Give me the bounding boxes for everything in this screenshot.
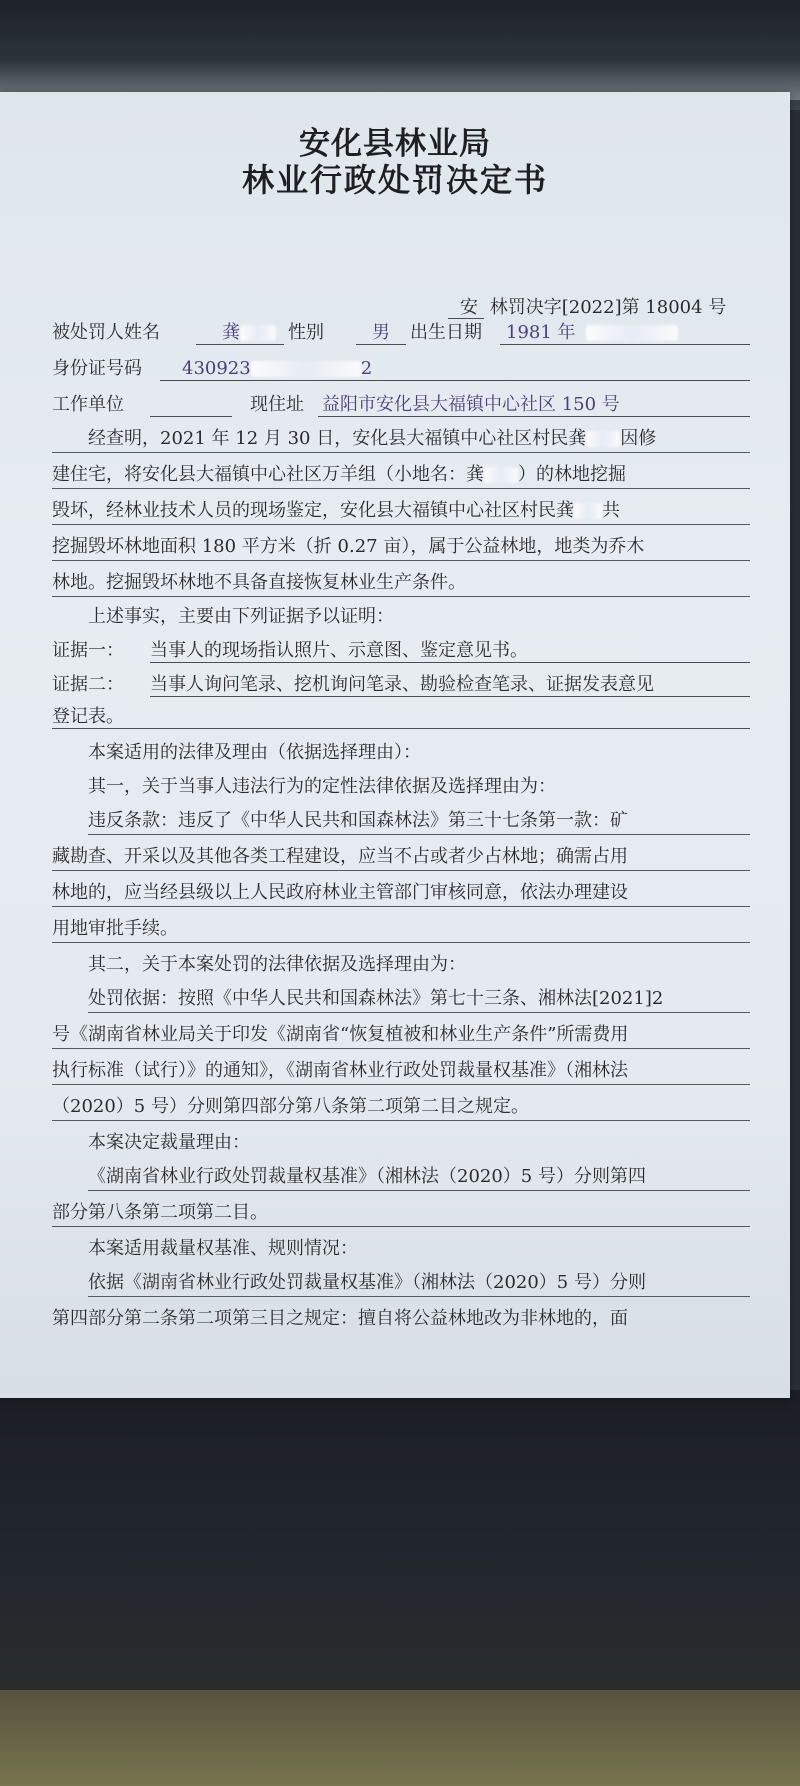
evidence-1-field: [150, 640, 750, 663]
rule-line: [88, 1190, 750, 1191]
rule-line: [52, 488, 750, 489]
rule-line: [52, 1048, 750, 1049]
evidence-2-text: 登记表。: [52, 706, 124, 727]
redaction-mark: [240, 325, 276, 341]
facts-text: 因修: [620, 428, 657, 449]
violation-line-4: 用地审批手续。: [52, 918, 178, 939]
issuer-title: 安化县林业局: [299, 126, 491, 162]
facts-line-1: [88, 428, 656, 450]
penalty-line-4: （2020）5 号）分则第四部分第八条第二项第二目之规定。: [52, 1096, 529, 1117]
rule-line: [52, 906, 750, 907]
facts-line-3: [52, 500, 620, 522]
discretion-line-1: 《湖南省林业行政处罚裁量权基准》（湘林法（2020）5 号）分则第四: [88, 1166, 646, 1187]
penalty-line-3: 执行标准（试行）》的通知》，《湖南省林业行政处罚裁量权基准》（湘林法: [52, 1060, 628, 1081]
facts-line-2: [52, 464, 626, 486]
rule-line: [52, 452, 750, 453]
birth-field: [500, 322, 750, 345]
rule-line: [52, 942, 750, 943]
facts-text: 共: [602, 500, 620, 521]
rule-line: [52, 524, 750, 525]
background-cushion: [0, 1690, 800, 1786]
redaction-mark: [251, 361, 361, 377]
evidence-1-label: 证据一：: [52, 640, 124, 661]
evidence-2-label: 证据二：: [52, 674, 124, 695]
document-number-row: [448, 293, 726, 319]
document-title: 林业行政处罚决定书: [241, 161, 548, 199]
facts-text: 毁坏，经林业技术人员的现场鉴定，安化县大福镇中心社区村民龚: [52, 500, 574, 521]
rule-line: [52, 596, 750, 597]
name-label: 被处罚人姓名: [52, 322, 160, 343]
facts-line-4: 挖掘毁坏林地面积 180 平方米（折 0.27 亩），属于公益林地，地类为乔木: [52, 536, 645, 557]
violation-line-2: 藏勘查、开采以及其他各类工程建设，应当不占或者少占林地；确需占用: [52, 846, 628, 867]
redaction-mark: [484, 467, 518, 483]
id-label: 身份证号码: [52, 358, 142, 379]
rule-line: [88, 1012, 750, 1013]
work-field: [150, 394, 232, 417]
birth-value: 1981 年: [506, 322, 576, 343]
address-label: 现住址: [250, 394, 304, 415]
redaction-mark: [574, 503, 602, 519]
gender-field: [356, 322, 406, 345]
discretion-intro: 本案决定裁量理由：: [88, 1132, 250, 1153]
standard-line-2: 第四部分第二条第二项第三目之规定：擅自将公益林地改为非林地的，面: [52, 1308, 628, 1329]
evidence-2-field: [150, 674, 750, 697]
id-value-tail: 2: [360, 358, 373, 379]
rule-line: [88, 1296, 750, 1297]
rule-line: [88, 834, 750, 835]
standard-intro: 本案适用裁量权基准、规则情况：: [88, 1238, 358, 1259]
discretion-line-2: 部分第八条第二项第二目。: [52, 1202, 268, 1223]
gender-value: 男: [372, 322, 390, 343]
standard-line-1: 依据《湖南省林业行政处罚裁量权基准》（湘林法（2020）5 号）分则: [88, 1272, 646, 1293]
redaction-mark: [586, 431, 620, 447]
facts-text: 建住宅，将安化县大福镇中心社区万羊组（小地名：龚: [52, 464, 484, 485]
law-part-1: 其一，关于当事人违法行为的定性法律依据及选择理由为：: [88, 776, 556, 797]
birth-label: 出生日期: [410, 322, 482, 343]
id-value: 430923: [182, 358, 251, 379]
violation-line-1: 违反条款：违反了《中华人民共和国森林法》第三十七条第一款：矿: [88, 810, 628, 831]
rule-line: [52, 560, 750, 561]
work-label: 工作单位: [52, 394, 124, 415]
penalty-line-2: 号《湖南省林业局关于印发《湖南省“恢复植被和林业生产条件”所需费用: [52, 1024, 629, 1045]
rule-line: [52, 1226, 750, 1227]
penalty-line-1: 处罚依据：按照《中华人民共和国森林法》第七十三条、湘林法[2021]2: [88, 988, 664, 1009]
redaction-mark: [586, 325, 678, 341]
evidence-2-text: 当事人询问笔录、挖机询问笔录、勘验检查笔录、证据发表意见: [150, 674, 654, 695]
doc-prefix: 安: [448, 297, 484, 319]
law-intro: 本案适用的法律及理由（依据选择理由）：: [88, 742, 421, 763]
evidence-intro: 上述事实，主要由下列证据予以证明：: [88, 606, 394, 627]
violation-line-3: 林地的，应当经县级以上人民政府林业主管部门审核同意，依法办理建设: [52, 882, 628, 903]
evidence-1-text: 当事人的现场指认照片、示意图、鉴定意见书。: [150, 640, 528, 661]
name-value: 龚: [222, 322, 240, 343]
evidence-2-continued: [52, 706, 750, 729]
law-part-2: 其二，关于本案处罚的法律依据及选择理由为：: [88, 954, 466, 975]
address-field: [318, 394, 750, 417]
rule-line: [52, 1084, 750, 1085]
facts-line-5: 林地。挖掘毁坏林地不具备直接恢复林业生产条件。: [52, 572, 466, 593]
doc-number: 林罚决字[2022]第 18004 号: [489, 297, 727, 318]
name-field: [196, 322, 284, 345]
facts-text: 经查明，2021 年 12 月 30 日，安化县大福镇中心社区村民龚: [88, 428, 587, 449]
gender-label: 性别: [288, 322, 324, 343]
address-value: 益阳市安化县大福镇中心社区 150 号: [322, 394, 620, 415]
rule-line: [52, 870, 750, 871]
id-field: [160, 358, 750, 381]
facts-text: ）的林地挖掘: [518, 464, 626, 485]
rule-line: [52, 1120, 750, 1121]
